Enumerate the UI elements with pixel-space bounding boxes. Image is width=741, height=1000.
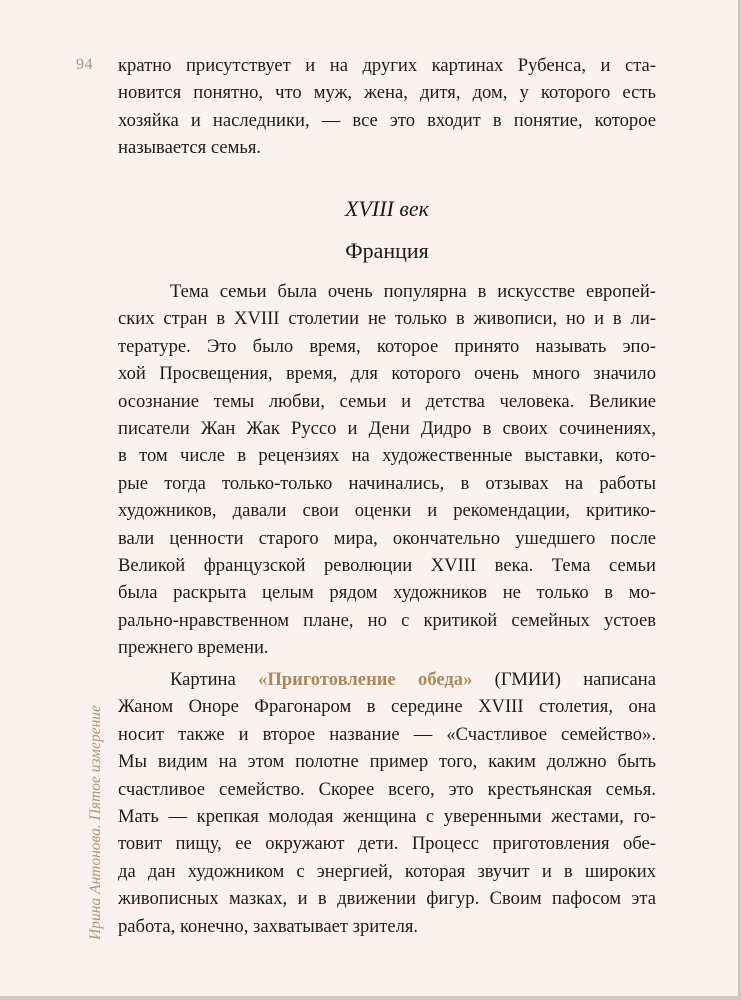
text-line: работа, конечно, захватывает зрителя. xyxy=(118,915,419,937)
artwork-title: «Приготовление обеда» xyxy=(258,669,473,690)
text-line xyxy=(118,666,656,693)
text-line: Жаном Оноре Фрагонаром в середине XVIII столетия, она xyxy=(118,696,656,718)
text-line: художников, давали свои оценки и рекомендации, критико- xyxy=(118,500,656,522)
text-line: кратно присутствует и на других картинах Рубенса, и ста- xyxy=(118,55,656,76)
century-heading: XVIII век xyxy=(345,196,429,221)
text-line: товит пищу, ее окружают дети. Процесс приготовления обе- xyxy=(118,833,656,855)
text-line: писатели Жан Жак Руссо и Дени Дидро в своих сочинениях, xyxy=(118,417,656,439)
text-line: Тема семьи была очень популярна в искусстве европей- xyxy=(170,281,656,302)
text-line: новится понятно, что муж, жена, дитя, дом, у которого есть xyxy=(118,82,656,104)
text-line: рые тогда только-только начинались, в отзывах на работы xyxy=(118,472,656,494)
text-line: рально-нравственном плане, но с критикой семейных устоев xyxy=(118,609,656,631)
text-line: осознание темы любви, семьи и детства человека. Великие xyxy=(118,390,656,412)
text-line: Мы видим на этом полотне пример того, каким должно быть xyxy=(118,751,656,773)
text-fragment: Картина xyxy=(170,669,259,690)
text-fragment: (ГМИИ) написана xyxy=(472,669,656,690)
text-line: называется семья. xyxy=(118,137,262,159)
text-line: живописных мазках, и в движении фигур. Своим пафосом эта xyxy=(118,888,656,910)
text-line: счастливое семейство. Скорее всего, это крестьянская семья. xyxy=(118,778,656,800)
text-line: в том числе в рецензиях на художественные выставки, кото- xyxy=(118,445,656,467)
text-line: Великой французской революции XVIII века. Тема семьи xyxy=(118,554,656,576)
paragraph-family-theme xyxy=(118,278,656,661)
text-line: хой Просвещения, время, для которого очень много значило xyxy=(118,363,656,385)
text-line: да дан художником с энергией, которая звучит и в широких xyxy=(118,860,656,882)
text-line: носит также и второе название — «Счастливое семейство». xyxy=(118,723,656,745)
text-line: вали ценности старого мира, окончательно ушедшего после xyxy=(118,527,656,549)
text-line: хозяйка и наследники, — все это входит в понятие, которое xyxy=(118,109,656,131)
running-head: Ирина Антонова. Пятое измерение xyxy=(87,705,104,940)
country-heading: Франция xyxy=(345,238,429,263)
text-line: прежнего времени. xyxy=(118,637,269,659)
intro-paragraph xyxy=(118,52,656,162)
text-line: тературе. Это было время, которое принято называть эпо- xyxy=(118,335,656,357)
text-line: ских стран в XVIII столетии не только в живописи, но и в ли- xyxy=(118,308,656,330)
page-number: 94 xyxy=(76,56,93,73)
text-line: Мать — крепкая молодая женщина с уверенными жестами, го- xyxy=(118,805,656,827)
paragraph-fragonard xyxy=(118,666,656,940)
text-line: была раскрыта целым рядом художников не только в мо- xyxy=(118,582,656,604)
